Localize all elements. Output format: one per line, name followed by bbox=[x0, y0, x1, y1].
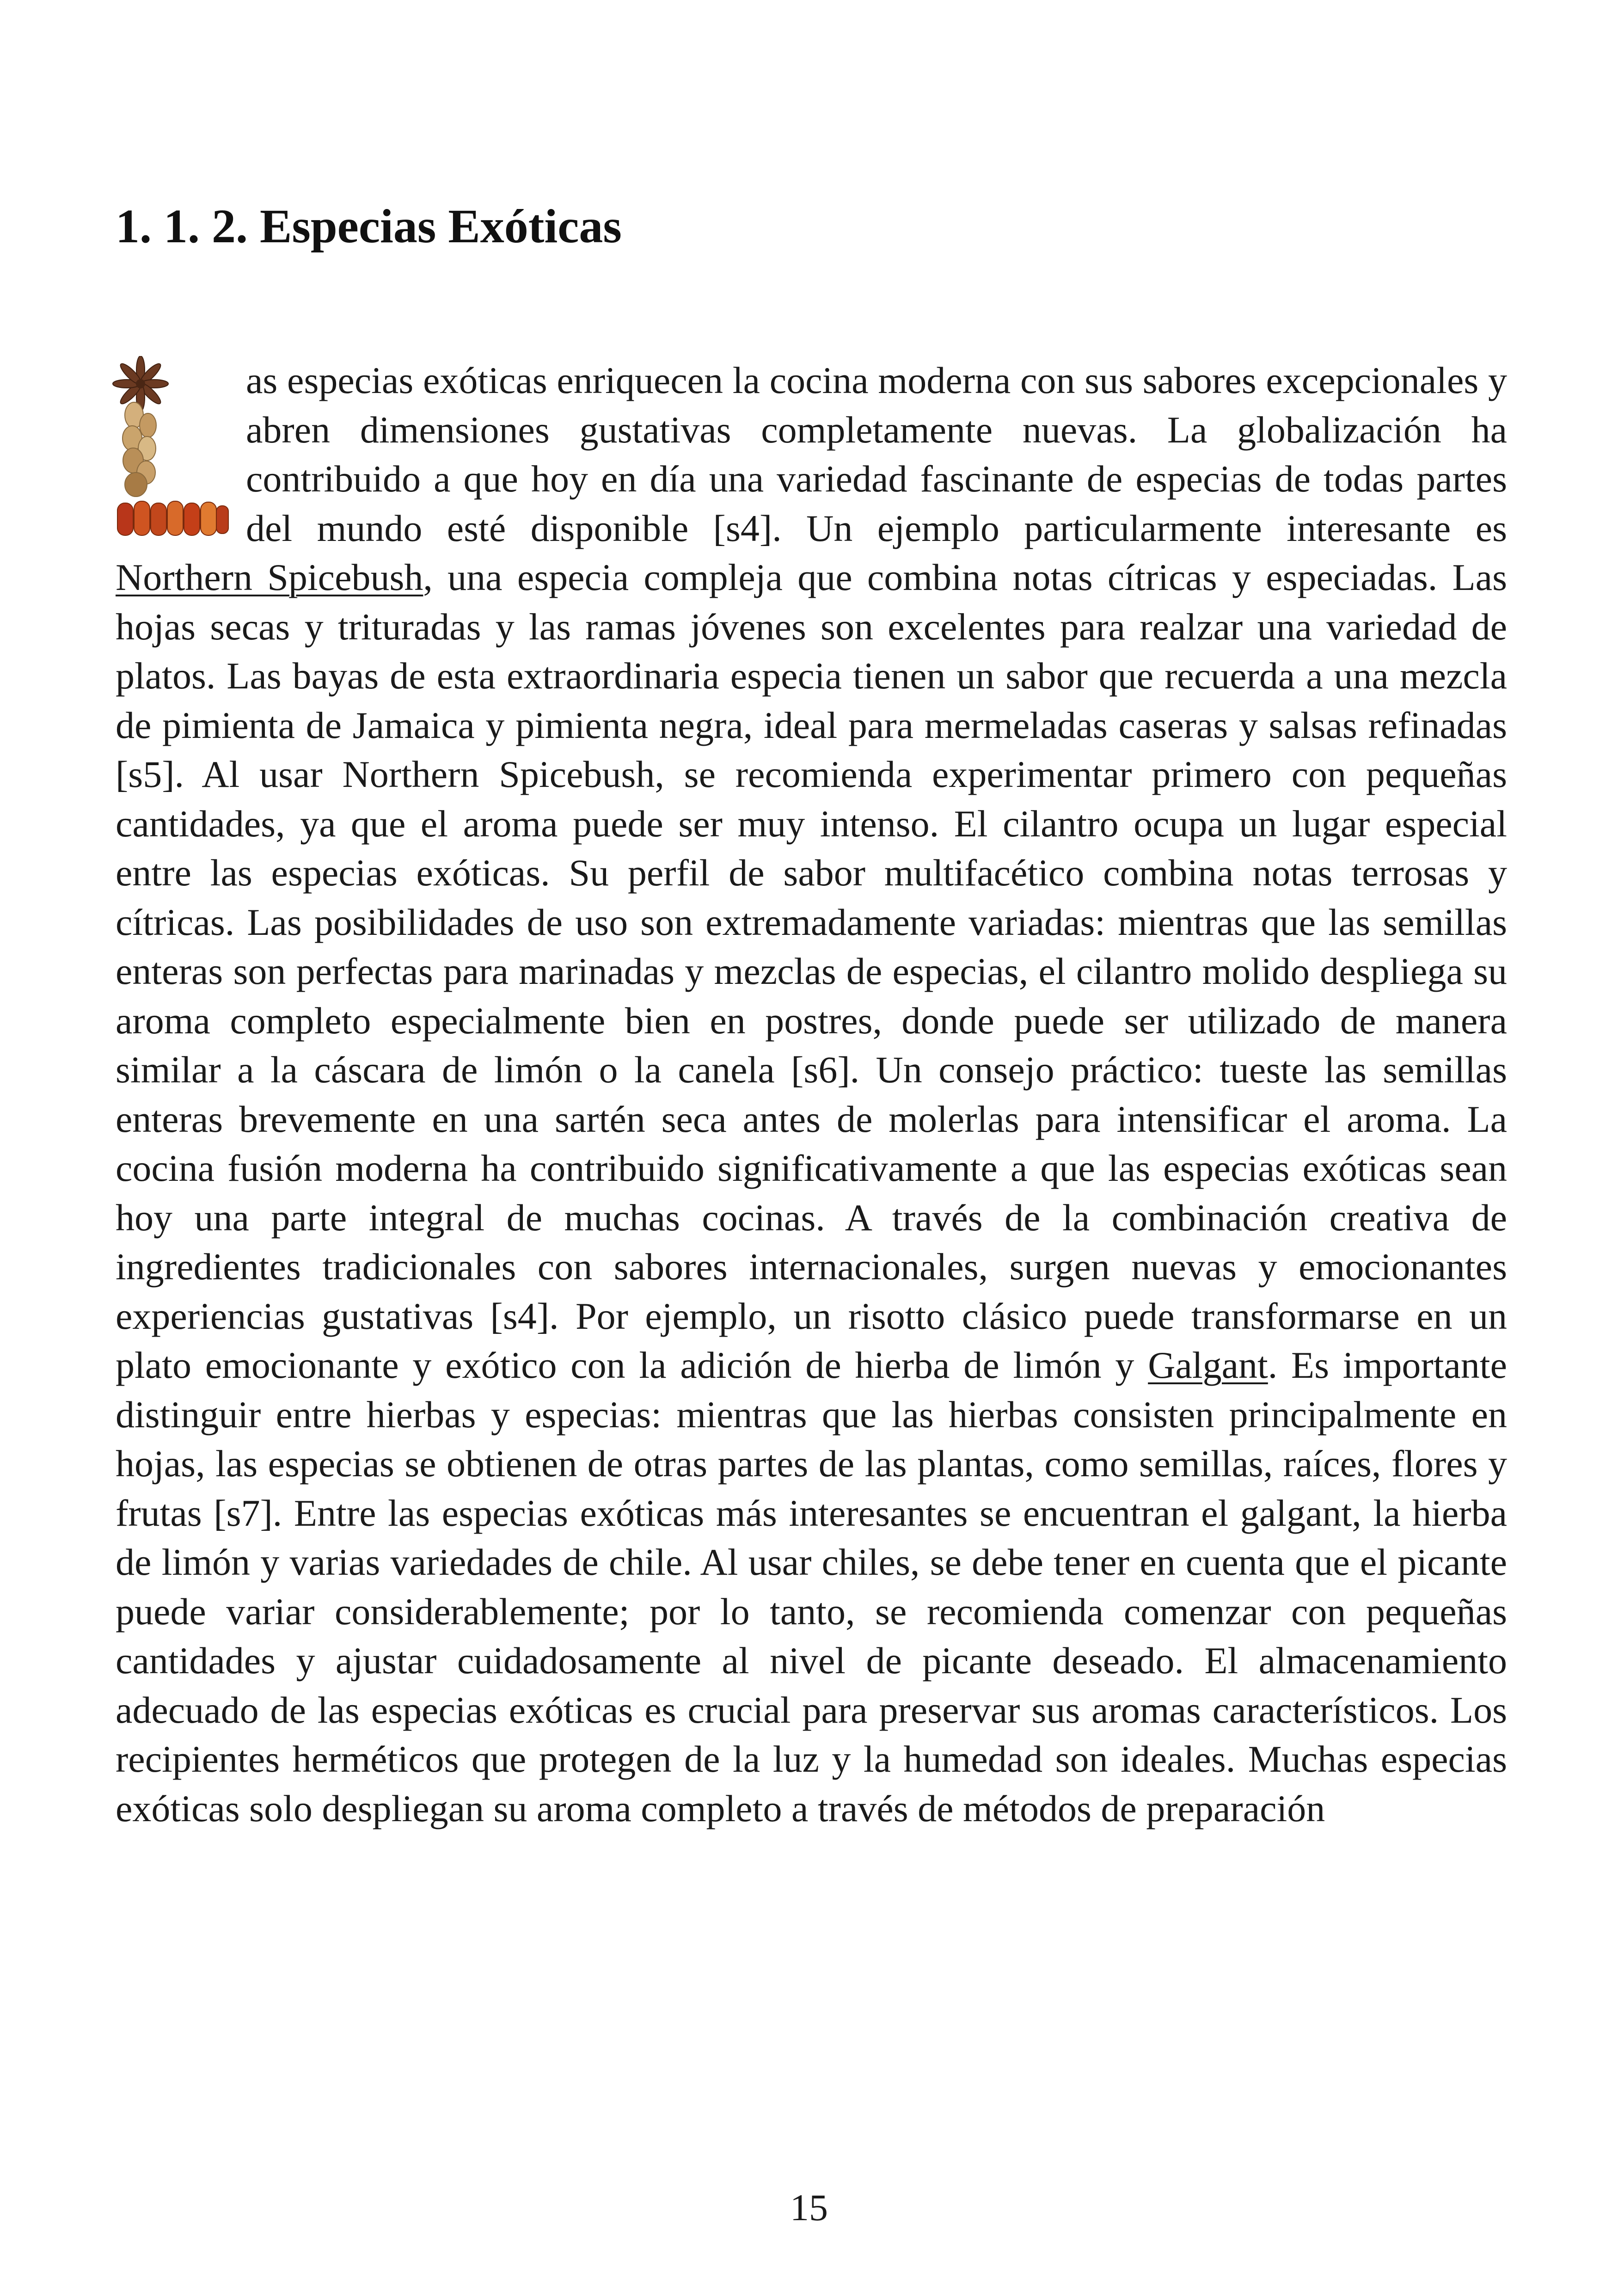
northern-spicebush-link[interactable]: Northern Spicebush bbox=[116, 556, 423, 598]
galgant-link[interactable]: Galgant bbox=[1148, 1344, 1268, 1386]
spice-collage-dropcap-icon bbox=[112, 356, 232, 546]
star-anise-icon bbox=[113, 356, 168, 411]
cardamom-pods-icon bbox=[123, 402, 156, 497]
chili-peppers-icon bbox=[117, 501, 228, 535]
body-paragraph bbox=[116, 356, 1507, 1833]
body-text-segment: as especias exóticas enriquecen la cocina moderna con sus sabores excepcionales y abren dimensiones gustativas completamente nuevas. La globalización ha contribuido a que hoy en día una variedad fascinante de especias de todas partes del mundo esté disponible [s4]. Un ejemplo particularmente interesante es bbox=[246, 359, 1507, 549]
page-number: 15 bbox=[790, 2186, 828, 2228]
body-text-segment: . Es importante distinguir entre hierbas y especias: mientras que las hierbas consisten principalmente en hojas, las especias se obtienen de otras partes de las plantas, como semillas, raíces, flores y frutas [s7]. Entre las especias exóticas más interesantes se encuentran el galgant, la hierba de limón y varias variedades de chile. Al usar chiles, se debe tener en cuenta que el picante puede variar considerablemente; por lo tanto, se recomienda comenzar con pequeñas cantidades y ajustar cuidadosamente al nivel de picante deseado. El almacenamiento adecuado de las especias exóticas es crucial para preservar sus aromas característicos. Los recipientes herméticos que protegen de la luz y la humedad son ideales. Muchas especias exóticas solo despliegan su aroma completo a través de métodos de preparación bbox=[116, 1344, 1507, 1829]
section-heading: 1. 1. 2. Especias Exóticas bbox=[116, 200, 622, 253]
dropcap-illustration bbox=[112, 356, 246, 550]
body-text-segment: , una especia compleja que combina notas cítricas y especiadas. Las hojas secas y trituradas y las ramas jóvenes son excelentes para realzar una variedad de platos. Las bayas de esta extraordinaria especia tienen un sabor que recuerda a una mezcla de pimienta de Jamaica y pimienta negra, ideal para mermeladas caseras y salsas refinadas [s5]. Al usar Northern Spicebush, se recomienda experimentar primero con pequeñas cantidades, ya que el aroma puede ser muy intenso. El cilantro ocupa un lugar especial entre las especias exóticas. Su perfil de sabor multifacético combina notas terrosas y cítricas. Las posibilidades de uso son extremadamente variadas: mientras que las semillas enteras son perfectas para marinadas y mezclas de especias, el cilantro molido despliega su aroma completo especialmente bien en postres, donde puede ser utilizado de manera similar a la cáscara de limón o la canela [s6]. Un consejo práctico: tueste las semillas enteras brevemente en una sartén seca antes de molerlas para intensificar el aroma. La cocina fusión moderna ha contribuido significativamente a que las especias exóticas sean hoy una parte integral de muchas cocinas. A través de la combinación creativa de ingredientes tradicionales con sabores internacionales, surgen nuevas y emocionantes experiencias gustativas [s4]. Por ejemplo, un risotto clásico puede transformarse en un plato emocionante y exótico con la adición de hierba de limón y bbox=[116, 556, 1507, 1386]
